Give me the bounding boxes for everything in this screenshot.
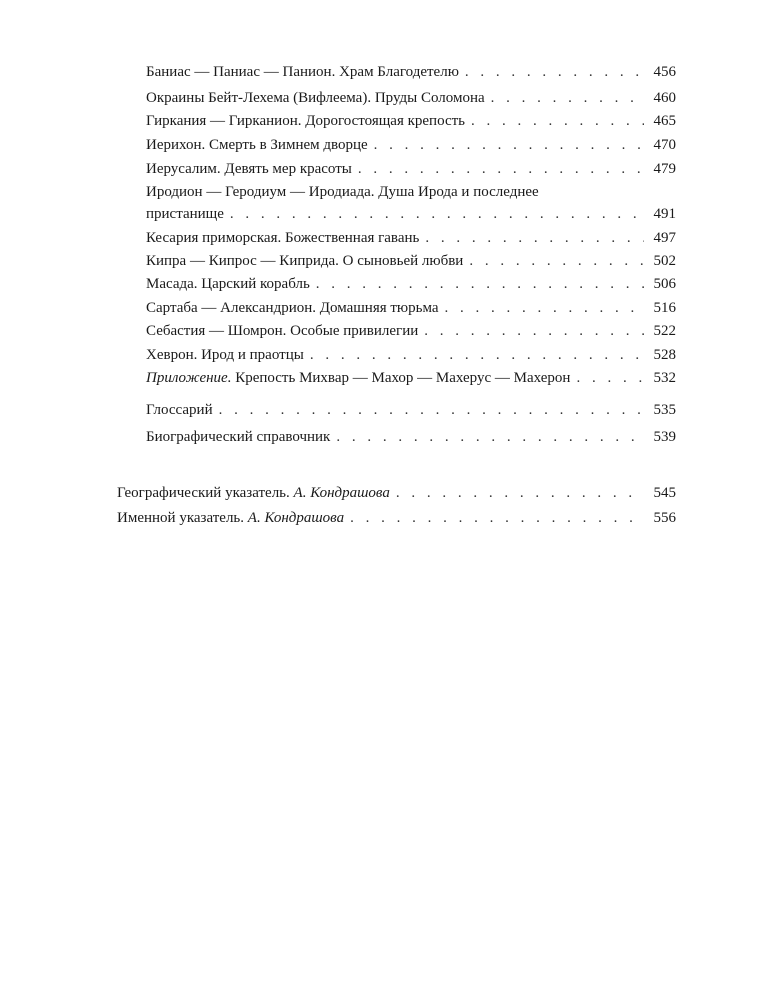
toc-entry: [146, 229, 676, 247]
toc-entry-title: пристанище: [146, 206, 224, 222]
toc-entry: [146, 89, 676, 107]
toc-entry-title-italic: Приложение.: [146, 370, 232, 386]
toc-entry: [146, 346, 676, 364]
toc-entry: [146, 428, 676, 446]
dot-leader: [316, 275, 644, 293]
dot-leader: [491, 89, 644, 107]
toc-entry-page: 516: [653, 300, 676, 316]
toc-entry-title: Баниас — Паниас — Панион. Храм Благодетелю: [146, 64, 459, 80]
toc-entry-page: 556: [653, 510, 676, 526]
toc-entry: [146, 160, 676, 178]
toc-entry-title: Биографический справочник: [146, 429, 331, 445]
toc-entry-page: 535: [653, 402, 676, 418]
toc-entry-page: 465: [653, 113, 676, 129]
dot-leader: [310, 346, 644, 364]
toc-entry: [146, 299, 676, 317]
dot-leader: [471, 112, 644, 130]
toc-entry-title-main: Именной указатель.: [117, 510, 248, 526]
toc-entry-title: Кипра — Кипрос — Киприда. О сыновьей любви: [146, 253, 464, 269]
toc-entry-page: 528: [653, 347, 676, 363]
toc-entry: [117, 509, 676, 527]
toc-entry-title: Сартаба — Александрион. Домашняя тюрьма: [146, 300, 439, 316]
toc-entry: [146, 136, 676, 154]
toc-entry-page: 470: [653, 137, 676, 153]
toc-entry: [146, 112, 676, 130]
dot-leader: [219, 401, 644, 419]
dot-leader: [425, 229, 644, 247]
toc-entry-title-line1: Иродион — Геродиум — Иродиада. Душа Ирода и последнее: [146, 184, 539, 200]
dot-leader: [230, 205, 644, 223]
toc-entry-title: [117, 509, 344, 527]
toc-entry-page: 502: [653, 253, 676, 269]
toc-entry-author: А. Кондрашова: [293, 485, 390, 501]
toc-entry-page: 532: [653, 370, 676, 386]
toc-entry-title-main: Географический указатель.: [117, 485, 294, 501]
toc-entry: [146, 275, 676, 293]
toc-entry-author: А. Кондрашова: [247, 510, 345, 526]
toc-entry: [146, 183, 676, 223]
toc-entry-title: [117, 484, 390, 502]
toc-entry-page: 545: [653, 485, 676, 501]
toc-entry: [146, 369, 676, 387]
toc-entry-title: Кесария приморская. Божественная гавань: [146, 230, 420, 246]
toc-entry-page: 491: [653, 206, 676, 222]
dot-leader: [358, 160, 644, 178]
toc-entry-page: 479: [653, 161, 676, 177]
toc-entry-title: Себастия — Шомрон. Особые привилегии: [146, 323, 419, 339]
toc-entry-page: 539: [653, 429, 676, 445]
toc-entry-page: 456: [653, 64, 676, 80]
toc-entry-title: Иерусалим. Девять мер красоты: [146, 161, 352, 177]
dot-leader: [424, 322, 644, 340]
toc-entry-title: Гиркания — Гирканион. Дорогостоящая крепость: [146, 113, 465, 129]
dot-leader: [445, 299, 644, 317]
toc-entry-title: Глоссарий: [146, 402, 213, 418]
toc-entry-title: Иерихон. Смерть в Зимнем дворце: [146, 137, 368, 153]
toc-entry-title: [146, 369, 570, 387]
toc-entry: [146, 401, 676, 419]
toc-entry: [117, 484, 676, 502]
toc-entry-page: 506: [653, 276, 676, 292]
toc-entry-page: 522: [653, 323, 676, 339]
toc-entry: [146, 63, 676, 81]
dot-leader: [374, 136, 644, 154]
dot-leader: [336, 428, 644, 446]
toc-entry-title: Хеврон. Ирод и праотцы: [146, 347, 304, 363]
dot-leader: [576, 369, 644, 387]
toc-entry-title: Масада. Царский корабль: [146, 276, 310, 292]
toc-entry-title: Окраины Бейт-Лехема (Вифлеема). Пруды Соломона: [146, 90, 485, 106]
dot-leader: [350, 509, 644, 527]
toc-entry-page: 460: [653, 90, 676, 106]
dot-leader: [465, 63, 644, 81]
dot-leader: [469, 252, 644, 270]
toc-entry: [146, 322, 676, 340]
dot-leader: [396, 484, 644, 502]
toc-entry: [146, 252, 676, 270]
toc-entry-title-rest: Крепость Михвар — Махор — Махерус — Махерон: [231, 370, 571, 386]
toc-entry-page: 497: [653, 230, 676, 246]
